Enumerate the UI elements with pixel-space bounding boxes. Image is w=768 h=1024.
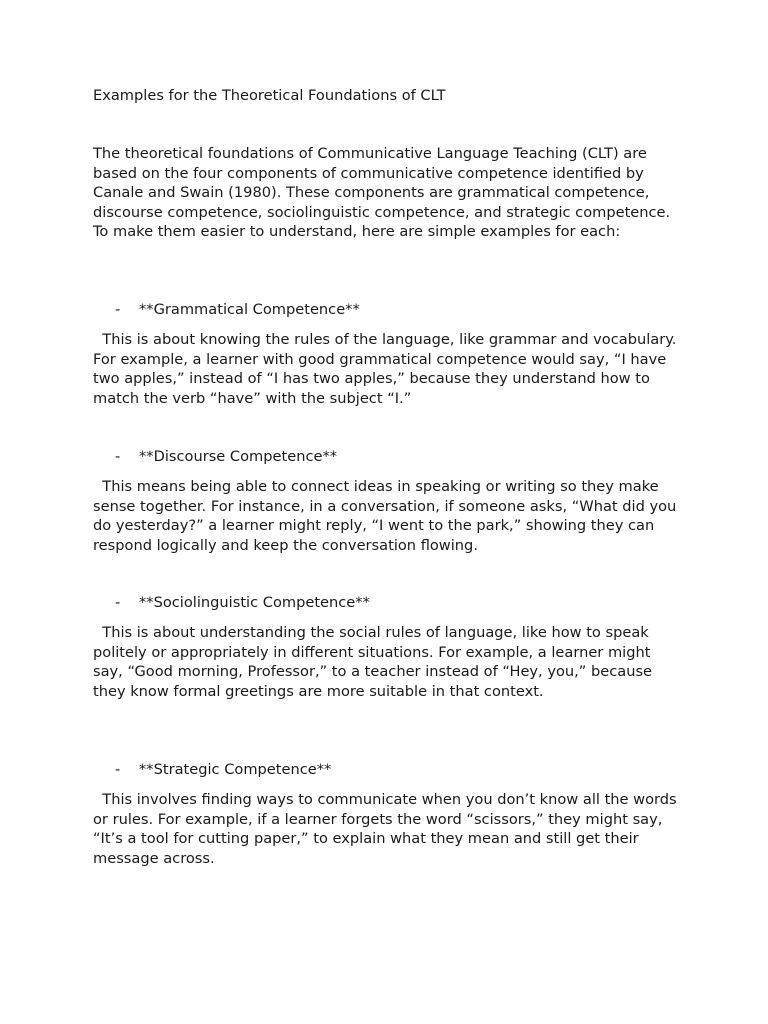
bullet-dash: - xyxy=(115,761,121,778)
section-bullet-line xyxy=(93,593,683,613)
section-heading: **Grammatical Competence** xyxy=(139,301,360,318)
section-body: This means being able to connect ideas in speaking or writing so they make sense together. For instance, in a conversation, if someone asks, “What did you do yesterday?” a learner might reply, “I went to the park,” showing they can respond logically and keep the conversation flowing. xyxy=(93,478,677,554)
section-body: This is about understanding the social rules of language, like how to speak politely or appropriately in different situations. For example, a learner might say, “Good morning, Professor,” to a teacher instead of “Hey, you,” because they know formal greetings are more suitable in that context. xyxy=(93,624,653,700)
section-bullet-line xyxy=(93,447,683,467)
bullet-dash: - xyxy=(115,448,121,465)
section-heading: **Discourse Competence** xyxy=(139,448,338,465)
document-title: Examples for the Theoretical Foundations of CLT xyxy=(93,87,446,104)
bullet-dash: - xyxy=(115,594,121,611)
section-body: This involves finding ways to communicate when you don’t know all the words or rules. For example, if a learner forgets the word “scissors,” they might say, “It’s a tool for cutting paper,” to explain what they mean and still get their message across. xyxy=(93,791,677,867)
section-body: This is about knowing the rules of the language, like grammar and vocabulary. For example, a learner with good grammatical competence would say, “I have two apples,” instead of “I has two apples,” because they understand how to match the verb “have” with the subject “I.” xyxy=(93,331,677,407)
bullet-dash: - xyxy=(115,301,121,318)
section-heading: **Sociolinguistic Competence** xyxy=(139,594,370,611)
section-discourse-competence xyxy=(93,447,683,555)
section-strategic-competence xyxy=(93,760,683,868)
section-grammatical-competence xyxy=(93,300,683,408)
section-heading: **Strategic Competence** xyxy=(139,761,332,778)
intro-paragraph: The theoretical foundations of Communicative Language Teaching (CLT) are based on the four components of communicative competence identified by Canale and Swain (1980). These components are grammatical competence, discourse competence, sociolinguistic competence, and strategic competence. To make them easier to understand, here are simple examples for each: xyxy=(93,145,671,241)
section-sociolinguistic-competence xyxy=(93,593,683,701)
section-bullet-line xyxy=(93,300,683,320)
section-bullet-line xyxy=(93,760,683,780)
